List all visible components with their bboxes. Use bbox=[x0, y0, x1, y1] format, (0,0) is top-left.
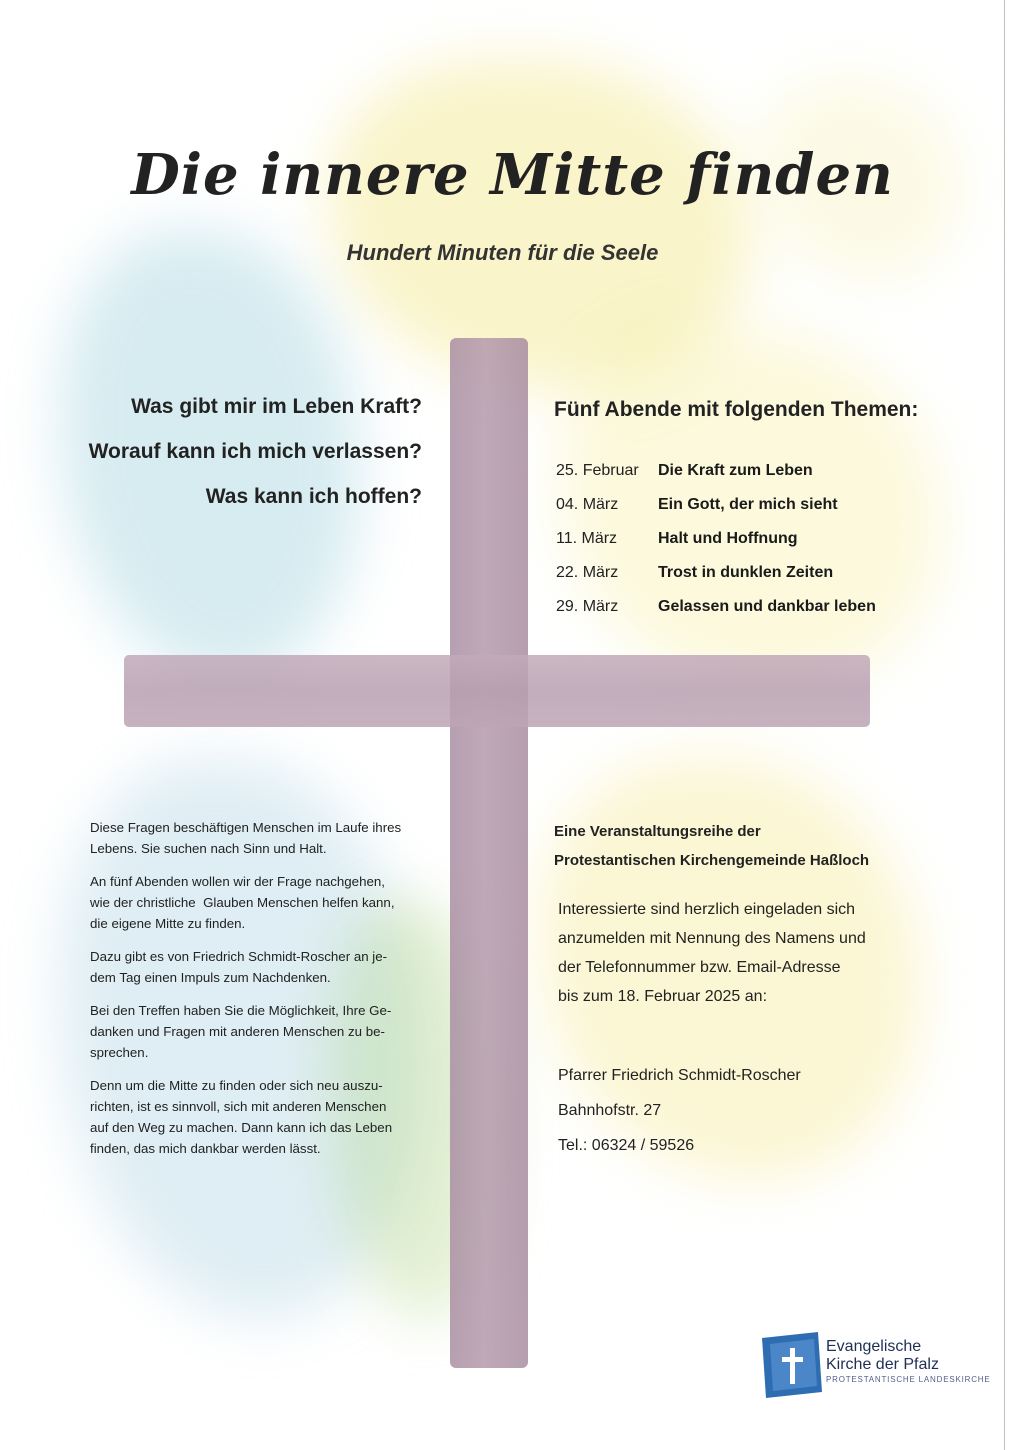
text-line: dem Tag einen Impuls zum Nachdenken. bbox=[90, 970, 331, 985]
text-line: An fünf Abenden wollen wir der Frage nachgehen, bbox=[90, 874, 385, 889]
invitation-line: bis zum 18. Februar 2025 an: bbox=[558, 988, 768, 1005]
schedule-date: 29. März bbox=[556, 598, 619, 615]
description-text bbox=[90, 817, 435, 1171]
description-paragraph bbox=[90, 1000, 435, 1063]
schedule-row bbox=[556, 590, 876, 624]
schedule-date: 04. März bbox=[556, 496, 619, 513]
text-line: finden, das mich dankbar werden lässt. bbox=[90, 1141, 321, 1156]
invitation-text bbox=[558, 895, 938, 1011]
schedule-date: 22. März bbox=[556, 564, 619, 581]
question: Was kann ich hoffen? bbox=[205, 485, 422, 508]
invitation-line: Interessierte sind herzlich eingeladen sich bbox=[558, 901, 856, 918]
contact-phone: Tel.: 06324 / 59526 bbox=[558, 1137, 695, 1154]
description-paragraph bbox=[90, 871, 435, 934]
description-paragraph bbox=[90, 946, 435, 988]
description-paragraph bbox=[90, 1075, 435, 1159]
schedule-topic: Halt und Hoffnung bbox=[658, 530, 798, 547]
schedule-topic: Trost in dunklen Zeiten bbox=[658, 564, 834, 581]
text-line: Denn um die Mitte zu finden oder sich neu auszu- bbox=[90, 1078, 383, 1093]
question: Worauf kann ich mich verlassen? bbox=[88, 440, 422, 463]
invitation-line: anzumelden mit Nennung des Namens und bbox=[558, 930, 866, 947]
themes-heading: Fünf Abende mit folgenden Themen: bbox=[554, 398, 919, 421]
text-line: Bei den Treffen haben Sie die Möglichkeit, Ihre Ge- bbox=[90, 1003, 392, 1018]
cross-horizontal-beam bbox=[124, 655, 870, 727]
church-logo-text bbox=[826, 1338, 991, 1386]
contact-name: Pfarrer Friedrich Schmidt-Roscher bbox=[558, 1067, 801, 1084]
organizer-line: Protestantischen Kirchengemeinde Haßloch bbox=[554, 852, 870, 869]
schedule-row bbox=[556, 522, 876, 556]
text-line: richten, ist es sinnvoll, sich mit anderen Menschen bbox=[90, 1099, 387, 1114]
text-line: danken und Fragen mit anderen Menschen zu be- bbox=[90, 1024, 385, 1039]
schedule-row bbox=[556, 488, 876, 522]
schedule-row bbox=[556, 556, 876, 590]
text-line: Dazu gibt es von Friedrich Schmidt-Roscher an je- bbox=[90, 949, 388, 964]
schedule-topic: Ein Gott, der mich sieht bbox=[658, 496, 838, 513]
organizer-block bbox=[554, 817, 869, 875]
schedule-list bbox=[556, 454, 876, 624]
text-line: auf den Weg zu machen. Dann kann ich das Leben bbox=[90, 1120, 393, 1135]
organizer-line: Eine Veranstaltungsreihe der bbox=[554, 823, 761, 840]
invitation-line: der Telefonnummer bzw. Email-Adresse bbox=[558, 959, 841, 976]
logo-line: Evangelische bbox=[826, 1338, 922, 1355]
contact-street: Bahnhofstr. 27 bbox=[558, 1102, 662, 1119]
page-title: Die innere Mitte finden bbox=[131, 142, 894, 208]
page-edge bbox=[1004, 0, 1005, 1450]
logo-line: PROTESTANTISCHE LANDESKIRCHE bbox=[826, 1375, 991, 1384]
contact-block bbox=[558, 1058, 801, 1163]
description-paragraph bbox=[90, 817, 435, 859]
text-line: wie der christliche Glauben Menschen helfen kann, bbox=[90, 895, 395, 910]
text-line: die eigene Mitte zu finden. bbox=[90, 916, 246, 931]
question: Was gibt mir im Leben Kraft? bbox=[131, 395, 422, 418]
schedule-date: 25. Februar bbox=[556, 462, 639, 479]
logo-line: Kirche der Pfalz bbox=[826, 1356, 939, 1373]
text-line: Lebens. Sie suchen nach Sinn und Halt. bbox=[90, 841, 327, 856]
text-line: Diese Fragen beschäftigen Menschen im Laufe ihres bbox=[90, 820, 402, 835]
questions-block bbox=[40, 395, 422, 530]
page-subtitle: Hundert Minuten für die Seele bbox=[346, 240, 659, 265]
schedule-date: 11. März bbox=[556, 530, 618, 547]
schedule-topic: Gelassen und dankbar leben bbox=[658, 598, 876, 615]
text-line: sprechen. bbox=[90, 1045, 149, 1060]
cross-vertical-beam bbox=[450, 338, 528, 1368]
schedule-topic: Die Kraft zum Leben bbox=[658, 462, 813, 479]
schedule-row bbox=[556, 454, 876, 488]
